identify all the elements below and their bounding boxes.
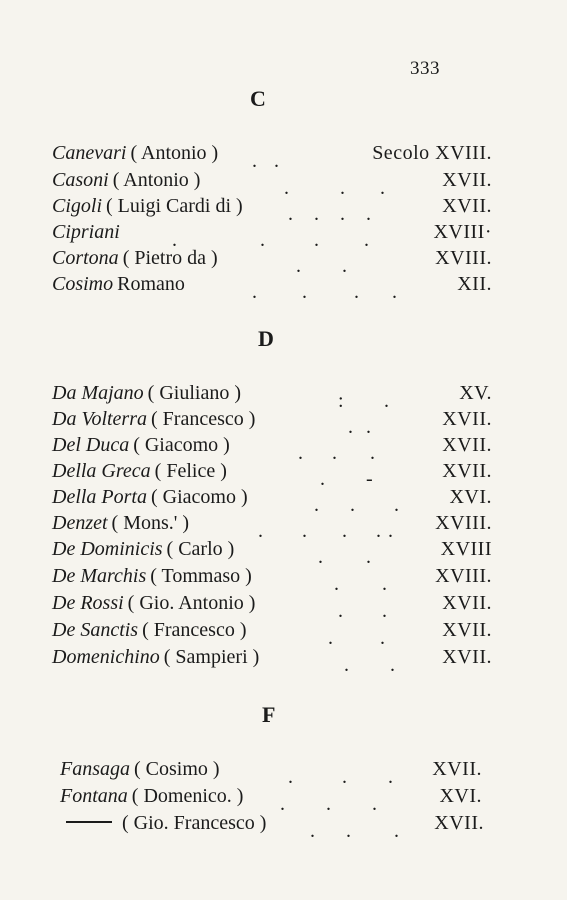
leader-dot: . — [296, 255, 301, 277]
entry-century: XVII. — [432, 758, 482, 780]
leader-dot: . — [260, 229, 265, 251]
leader-dot: . — [298, 442, 303, 464]
leader-dot: . — [284, 177, 289, 199]
leader-dot: . — [394, 494, 399, 516]
index-entry — [52, 512, 492, 542]
leader-dot: . — [288, 203, 293, 225]
entry-detail: ( Domenico. ) — [131, 785, 244, 807]
entry-name: Del Duca — [52, 434, 130, 456]
leader-dot: . — [332, 442, 337, 464]
ditto-dash — [66, 821, 112, 823]
leader-dot: . — [372, 793, 377, 815]
entry-century: Secolo XVIII. — [372, 142, 492, 164]
page-number: 333 — [410, 58, 440, 79]
leader-dot: . — [382, 573, 387, 595]
entry-detail: ( Gio. Antonio ) — [127, 592, 256, 614]
leader-dot: . — [384, 390, 389, 412]
leader-dot: . — [314, 229, 319, 251]
entry-century: XVII. — [442, 646, 492, 668]
leader-dot: . — [382, 600, 387, 622]
leader-dot: . — [288, 766, 293, 788]
leader-dot: . — [302, 520, 307, 542]
leader-dot: . — [350, 494, 355, 516]
entry-detail: ( Giuliano ) — [147, 382, 241, 404]
entry-detail: ( Felice ) — [154, 460, 227, 482]
entry-name: Da Majano — [52, 382, 144, 404]
entry-name: Cosimo — [52, 273, 114, 295]
leader-dot: . — [366, 546, 371, 568]
entry-century: XVIII. — [435, 565, 492, 587]
leader-dot: . — [348, 416, 353, 438]
leader-dot: . — [376, 520, 381, 542]
leader-dot: . — [172, 229, 177, 251]
entry-century: XVII. — [442, 619, 492, 641]
entry-century: XV. — [459, 382, 492, 404]
entry-name: Da Volterra — [52, 408, 147, 430]
entry-detail: ( Gio. Francesco ) — [122, 812, 267, 834]
section-letter-d: D — [258, 326, 274, 351]
entry-century: XII. — [457, 273, 492, 295]
leader-dot: . — [252, 150, 257, 172]
leader-dot: . — [326, 793, 331, 815]
entry-century: XVII. — [442, 195, 492, 217]
entry-name: Cipriani — [52, 221, 120, 243]
entry-name: Domenichino — [52, 646, 160, 668]
leader-dot: . — [388, 520, 393, 542]
entry-name: De Marchis — [52, 565, 147, 587]
index-entry — [52, 142, 492, 172]
entry-detail: ( Mons.' ) — [111, 512, 190, 534]
entry-detail: ( Giacomo ) — [151, 486, 248, 508]
entry-detail: ( Antonio ) — [130, 142, 219, 164]
index-entry — [52, 221, 492, 251]
entry-century: XVII. — [442, 460, 492, 482]
leader-dot: . — [338, 600, 343, 622]
leader-dot: . — [388, 766, 393, 788]
leader-dot: . — [346, 820, 351, 842]
entry-century: XVIII. — [435, 512, 492, 534]
leader-dot: . — [354, 281, 359, 303]
entry-detail: ( Pietro da ) — [122, 247, 218, 269]
entry-century: XVI. — [439, 785, 482, 807]
index-entry — [52, 408, 492, 438]
entry-name: Fontana — [60, 785, 128, 807]
entry-century: XVII. — [442, 408, 492, 430]
index-entry — [52, 646, 492, 676]
leader-dot: . — [258, 520, 263, 542]
entry-detail: Romano — [117, 273, 185, 295]
leader-dot: . — [340, 203, 345, 225]
entry-detail: ( Antonio ) — [112, 169, 201, 191]
leader-dot: . — [302, 281, 307, 303]
index-entry — [52, 592, 492, 622]
entry-name: Canevari — [52, 142, 127, 164]
leader-dot: . — [328, 627, 333, 649]
index-entry — [52, 538, 492, 568]
leader-dot: . — [392, 281, 397, 303]
index-entry — [52, 565, 492, 595]
leader-dot: . — [390, 654, 395, 676]
entry-century: XVII. — [434, 812, 484, 834]
index-entry — [52, 247, 492, 277]
section-letter-f: F — [262, 702, 276, 727]
entry-detail: ( Sampieri ) — [163, 646, 260, 668]
leader-dot: . — [320, 468, 325, 490]
leader-dot: . — [342, 766, 347, 788]
leader-dot: . — [366, 416, 371, 438]
leader-dot: . — [252, 281, 257, 303]
leader-dot: . — [366, 203, 371, 225]
entry-century: XVII. — [442, 592, 492, 614]
index-entry — [60, 785, 482, 815]
entry-name: De Sanctis — [52, 619, 139, 641]
leader-dot: . — [314, 494, 319, 516]
entry-detail: ( Giacomo ) — [133, 434, 230, 456]
index-entry — [52, 486, 492, 516]
index-entry — [52, 273, 492, 303]
leader-dot: . — [394, 820, 399, 842]
entry-century: XVIII· — [433, 221, 492, 243]
index-entry — [66, 812, 484, 842]
leader-dot: . — [380, 627, 385, 649]
leader-dot: . — [342, 520, 347, 542]
entry-century: XVIII. — [435, 247, 492, 269]
leader-dot: : — [338, 390, 344, 412]
leader-dot: . — [318, 546, 323, 568]
entry-detail: ( Carlo ) — [166, 538, 235, 560]
entry-detail: ( Luigi Cardi di ) — [106, 195, 243, 217]
entry-century: XVI. — [449, 486, 492, 508]
entry-century: XVII. — [442, 169, 492, 191]
index-entry — [52, 195, 492, 225]
leader-dot: . — [274, 150, 279, 172]
entry-name: Della Greca — [52, 460, 151, 482]
entry-name: Cigoli — [52, 195, 103, 217]
index-entry — [52, 382, 492, 412]
leader-dot: . — [314, 203, 319, 225]
entry-detail: ( Tommaso ) — [150, 565, 252, 587]
leader-dot: . — [370, 442, 375, 464]
entry-century: XVIII — [440, 538, 492, 560]
entry-name: Casoni — [52, 169, 109, 191]
leader-dot: . — [334, 573, 339, 595]
leader-dot: . — [342, 255, 347, 277]
leader-dot: . — [380, 177, 385, 199]
leader-dot: . — [280, 793, 285, 815]
entry-detail: ( Francesco ) — [151, 408, 256, 430]
index-entry — [52, 619, 492, 649]
leader-dot: . — [364, 229, 369, 251]
entry-name: De Dominicis — [52, 538, 163, 560]
index-entry — [52, 434, 492, 464]
section-letter-c: C — [250, 86, 266, 111]
leader-dot: . — [344, 654, 349, 676]
entry-name: Della Porta — [52, 486, 147, 508]
leader-dot: - — [366, 468, 373, 490]
entry-name: Denzet — [52, 512, 108, 534]
entry-century: XVII. — [442, 434, 492, 456]
index-entry — [52, 169, 492, 199]
entry-name: De Rossi — [52, 592, 124, 614]
leader-dot: . — [310, 820, 315, 842]
entry-detail: ( Cosimo ) — [134, 758, 220, 780]
index-entry — [60, 758, 482, 788]
leader-dot: . — [340, 177, 345, 199]
entry-name: Fansaga — [60, 758, 130, 780]
entry-name: Cortona — [52, 247, 119, 269]
entry-detail: ( Francesco ) — [142, 619, 247, 641]
index-entry — [52, 460, 492, 490]
